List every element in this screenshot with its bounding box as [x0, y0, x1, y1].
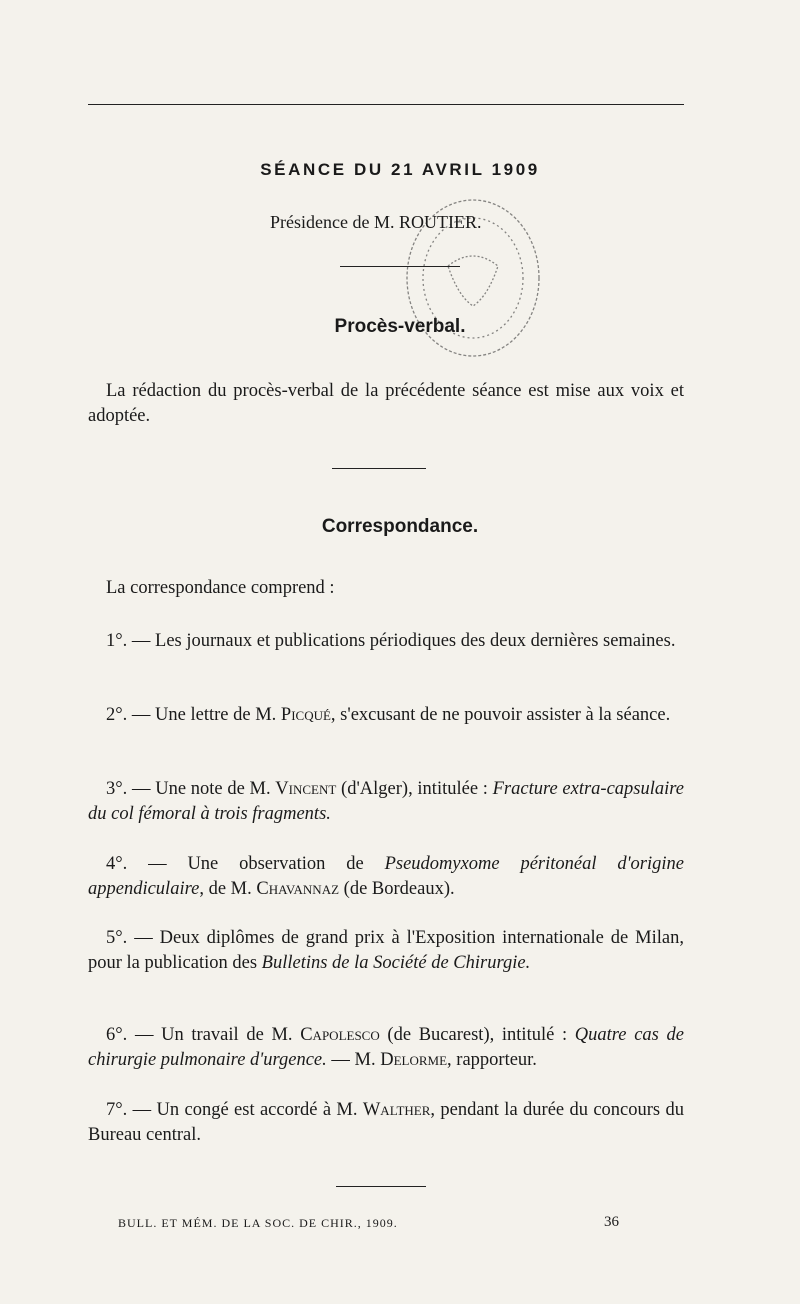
author-name: Picqué [280, 705, 331, 725]
correspondance-intro [88, 576, 684, 601]
item-number: 2°. [106, 705, 128, 725]
item-text: , rapporteur. [447, 1050, 537, 1070]
item-text: — M. [326, 1050, 381, 1070]
item-text: , s'excusant de ne pouvoir assister à la séance. [330, 705, 671, 725]
item-number: 6°. [106, 1025, 128, 1045]
item-text: — Une note de M. [127, 779, 276, 799]
journal-footer: BULL. ET MÉM. DE LA SOC. DE CHIR., 1909. [118, 1216, 398, 1230]
session-title: SÉANCE DU 21 AVRIL 1909 [260, 160, 540, 179]
proces-verbal-body: La rédaction du procès-verbal de la précédente séance est mise aux voix et adoptée. [88, 381, 684, 426]
item-number: 1°. [106, 631, 128, 651]
item-text: (d'Alger), intitulée : [336, 779, 493, 799]
section-rule [336, 1186, 426, 1187]
item-text: — Une observation de [127, 854, 385, 874]
item-number: 7°. [106, 1100, 128, 1120]
item-number: 3°. [106, 779, 128, 799]
author-name: Walther [362, 1100, 431, 1120]
correspondance-intro-text: La correspondance comprend : [106, 578, 335, 598]
item-text: — Les journaux et publications périodiques des deux dernières semaines. [127, 631, 676, 651]
item-number: 4°. [106, 854, 128, 874]
author-name: Vincent [275, 779, 337, 799]
item-text: , de M. [199, 879, 257, 899]
item-text: (de Bordeaux). [339, 879, 455, 899]
list-item [88, 852, 684, 902]
author-name: Delorme [380, 1050, 448, 1070]
list-item [88, 1098, 684, 1148]
author-name: Capolesco [300, 1025, 380, 1045]
list-item [88, 629, 684, 654]
item-text: — Une lettre de M. [127, 705, 281, 725]
author-name: Chavannaz [256, 879, 340, 899]
item-text: — Un congé est accordé à M. [127, 1100, 363, 1120]
work-title: Quatre cas de chirurgie pulmonaire d'urgence. [88, 1025, 684, 1070]
list-item [88, 777, 684, 827]
presidence-line: Présidence de M. ROUTIER. [270, 212, 482, 232]
page-number: 36 [604, 1214, 619, 1230]
list-item [88, 703, 684, 728]
library-stamp [398, 196, 548, 374]
item-text: (de Bucarest), intitulé : [379, 1025, 575, 1045]
list-item [88, 926, 684, 976]
item-number: 5°. [106, 928, 128, 948]
work-title: Bulletins de la Société de Chirurgie. [261, 953, 531, 973]
list-item [88, 1023, 684, 1073]
proces-verbal-heading: Procès-verbal. [334, 316, 466, 337]
item-text: — Un travail de M. [127, 1025, 301, 1045]
item-text: — Deux diplômes de grand prix à l'Exposition internationale de Milan, pour la publication des [88, 928, 684, 973]
work-title: Pseudomyxome péritonéal d'origine appendiculaire [88, 854, 684, 899]
stamp-ring [407, 200, 539, 356]
section-rule [332, 468, 426, 469]
work-title: Fracture extra-capsulaire du col fémoral à trois fragments. [88, 779, 684, 824]
correspondance-heading: Correspondance. [321, 516, 479, 537]
item-text: , pendant la durée du concours du Bureau central. [88, 1100, 684, 1145]
top-rule [88, 104, 684, 105]
proces-verbal-text [88, 379, 684, 429]
